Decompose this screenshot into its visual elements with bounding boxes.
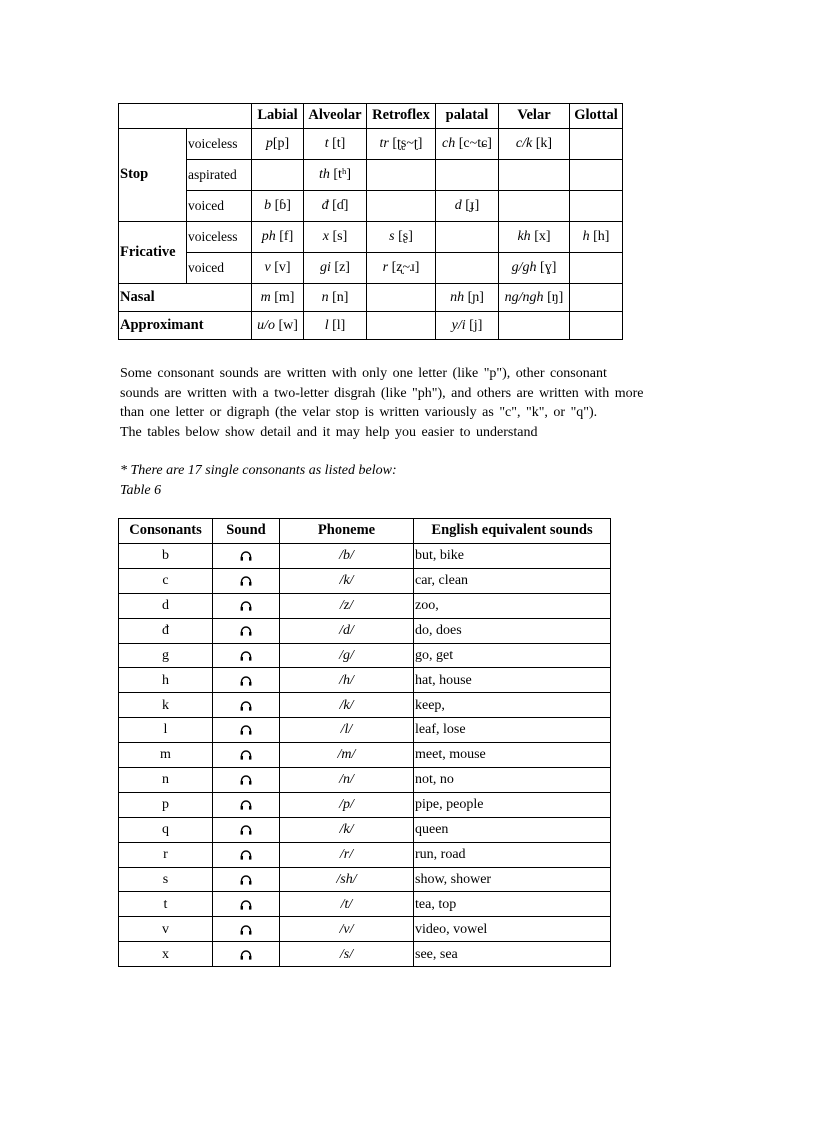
sound-cell[interactable]: [213, 643, 280, 668]
headphone-icon[interactable]: [240, 725, 252, 735]
cell-fricative-voiceless-labial: ph [f]: [252, 222, 304, 253]
consonant-letter: r: [119, 842, 213, 867]
cell-stop-voiceless-retroflex: tr [ʈʂ~ʈ]: [367, 129, 436, 160]
cell-approximant-palatal: y/i [j]: [436, 312, 499, 340]
chart-row-nasal: [119, 284, 623, 312]
sub-label-voiced: voiced: [187, 253, 252, 284]
table-row: [119, 917, 611, 942]
headphone-icon[interactable]: [240, 626, 252, 636]
row-label-nasal: Nasal: [119, 284, 252, 312]
phoneme-cell: /d/: [280, 618, 414, 643]
consonant-letter: t: [119, 892, 213, 917]
headphone-icon[interactable]: [240, 576, 252, 586]
table-row: [119, 718, 611, 743]
table-row: [119, 643, 611, 668]
table-row: [119, 892, 611, 917]
english-equivalent-cell: car, clean: [414, 568, 611, 593]
cell-stop-aspirated-velar: [499, 160, 570, 191]
paragraph-line: Some consonant sounds are written with only one letter (like "p"), other consonant: [120, 366, 607, 381]
english-equivalent-cell: video, vowel: [414, 917, 611, 942]
phoneme-cell: /h/: [280, 668, 414, 693]
consonant-letter: p: [119, 792, 213, 817]
sound-cell[interactable]: [213, 718, 280, 743]
chart-corner: [119, 104, 252, 129]
cell-nasal-glottal: [570, 284, 623, 312]
phoneme-cell: /sh/: [280, 867, 414, 892]
sound-cell[interactable]: [213, 618, 280, 643]
phoneme-cell: /s/: [280, 942, 414, 967]
consonant-letter: g: [119, 643, 213, 668]
table-row: [119, 668, 611, 693]
cell-fricative-voiced-alveolar: gi [z]: [304, 253, 367, 284]
sound-cell[interactable]: [213, 743, 280, 768]
sound-cell[interactable]: [213, 568, 280, 593]
sub-label-voiced: voiced: [187, 191, 252, 222]
headphone-icon[interactable]: [240, 601, 252, 611]
cell-fricative-voiceless-alveolar: x [s]: [304, 222, 367, 253]
cell-stop-voiceless-velar: c/k [k]: [499, 129, 570, 160]
consonant-letter: d: [119, 593, 213, 618]
cell-nasal-retroflex: [367, 284, 436, 312]
row-label-fricative: Fricative: [119, 222, 187, 284]
col-header-palatal: palatal: [436, 104, 499, 129]
table-row: [119, 842, 611, 867]
col-header-labial: Labial: [252, 104, 304, 129]
col-header-velar: Velar: [499, 104, 570, 129]
phoneme-cell: /k/: [280, 817, 414, 842]
headphone-icon[interactable]: [240, 775, 252, 785]
note-line: * There are 17 single consonants as listed below:: [120, 463, 397, 478]
table-row: [119, 768, 611, 793]
english-equivalent-cell: tea, top: [414, 892, 611, 917]
english-equivalent-cell: not, no: [414, 768, 611, 793]
headphone-icon[interactable]: [240, 800, 252, 810]
english-equivalent-cell: but, bike: [414, 544, 611, 569]
consonant-chart: [118, 103, 623, 340]
single-consonants-table: [118, 518, 611, 967]
chart-row-stop-aspirated: [119, 160, 623, 191]
consonant-letter: v: [119, 917, 213, 942]
chart-row-stop-voiceless: [119, 129, 623, 160]
headphone-icon[interactable]: [240, 701, 252, 711]
english-equivalent-cell: go, get: [414, 643, 611, 668]
headphone-icon[interactable]: [240, 750, 252, 760]
sound-cell[interactable]: [213, 917, 280, 942]
phoneme-cell: /g/: [280, 643, 414, 668]
phoneme-cell: /l/: [280, 718, 414, 743]
english-equivalent-cell: queen: [414, 817, 611, 842]
phoneme-cell: /v/: [280, 917, 414, 942]
consonant-letter: n: [119, 768, 213, 793]
cell-nasal-alveolar: n [n]: [304, 284, 367, 312]
header-consonants: Consonants: [119, 519, 213, 544]
chart-row-stop-voiced: [119, 191, 623, 222]
consonant-letter: s: [119, 867, 213, 892]
paragraph-line: than one letter or digraph (the velar stop is written variously as "c", "k", or "q").: [120, 405, 598, 420]
cell-stop-voiced-labial: b [ɓ]: [252, 191, 304, 222]
english-equivalent-cell: leaf, lose: [414, 718, 611, 743]
sound-cell[interactable]: [213, 842, 280, 867]
cell-stop-voiced-velar: [499, 191, 570, 222]
row-label-approximant: Approximant: [119, 312, 252, 340]
table-row: [119, 544, 611, 569]
sub-label-voiceless: voiceless: [187, 129, 252, 160]
headphone-icon[interactable]: [240, 875, 252, 885]
sound-cell[interactable]: [213, 593, 280, 618]
table-row: [119, 743, 611, 768]
cell-approximant-alveolar: l [l]: [304, 312, 367, 340]
sound-cell[interactable]: [213, 668, 280, 693]
chart-header-row: [119, 104, 623, 129]
sub-label-voiceless: voiceless: [187, 222, 252, 253]
table-row: [119, 817, 611, 842]
consonant-letter: k: [119, 693, 213, 718]
col-header-alveolar: Alveolar: [304, 104, 367, 129]
table-row: [119, 792, 611, 817]
phoneme-cell: /t/: [280, 892, 414, 917]
consonant-letter: x: [119, 942, 213, 967]
table-row: [119, 693, 611, 718]
table-row: [119, 593, 611, 618]
english-equivalent-cell: meet, mouse: [414, 743, 611, 768]
sound-cell[interactable]: [213, 892, 280, 917]
cell-fricative-voiced-retroflex: r [ʐ~ɹ]: [367, 253, 436, 284]
cell-stop-voiced-retroflex: [367, 191, 436, 222]
col-header-retroflex: Retroflex: [367, 104, 436, 129]
cell-stop-voiced-palatal: d [ɟ]: [436, 191, 499, 222]
cell-stop-aspirated-retroflex: [367, 160, 436, 191]
phoneme-cell: /b/: [280, 544, 414, 569]
english-equivalent-cell: show, shower: [414, 867, 611, 892]
phoneme-cell: /n/: [280, 768, 414, 793]
cell-fricative-voiceless-glottal: h [h]: [570, 222, 623, 253]
cell-approximant-retroflex: [367, 312, 436, 340]
cell-stop-voiceless-glottal: [570, 129, 623, 160]
cell-nasal-labial: m [m]: [252, 284, 304, 312]
consonant-letter: h: [119, 668, 213, 693]
cell-stop-aspirated-labial: [252, 160, 304, 191]
english-equivalent-cell: keep,: [414, 693, 611, 718]
headphone-icon[interactable]: [240, 900, 252, 910]
consonant-letter: đ: [119, 618, 213, 643]
sub-label-aspirated: aspirated: [187, 160, 252, 191]
cell-approximant-labial: u/o [w]: [252, 312, 304, 340]
cell-nasal-palatal: nh [ɲ]: [436, 284, 499, 312]
sound-cell[interactable]: [213, 867, 280, 892]
consonant-letter: q: [119, 817, 213, 842]
english-equivalent-cell: pipe, people: [414, 792, 611, 817]
consonant-letter: l: [119, 718, 213, 743]
explanation-paragraph: [120, 364, 692, 442]
phoneme-cell: /m/: [280, 743, 414, 768]
sound-cell[interactable]: [213, 544, 280, 569]
chart-row-fricative-voiced: [119, 253, 623, 284]
consonant-letter: c: [119, 568, 213, 593]
cell-fricative-voiceless-palatal: [436, 222, 499, 253]
headphone-icon[interactable]: [240, 676, 252, 686]
table-note: [120, 461, 397, 500]
header-english: English equivalent sounds: [414, 519, 611, 544]
headphone-icon[interactable]: [240, 925, 252, 935]
single-table-body: [119, 544, 611, 967]
headphone-icon[interactable]: [240, 651, 252, 661]
english-equivalent-cell: run, road: [414, 842, 611, 867]
header-sound: Sound: [213, 519, 280, 544]
headphone-icon[interactable]: [240, 850, 252, 860]
cell-fricative-voiceless-retroflex: s [ʂ]: [367, 222, 436, 253]
consonant-letter: m: [119, 743, 213, 768]
phoneme-cell: /k/: [280, 568, 414, 593]
single-table-header-row: [119, 519, 611, 544]
consonant-letter: b: [119, 544, 213, 569]
cell-nasal-velar: ng/ngh [ŋ]: [499, 284, 570, 312]
sound-cell[interactable]: [213, 817, 280, 842]
english-equivalent-cell: see, sea: [414, 942, 611, 967]
sound-cell[interactable]: [213, 942, 280, 967]
phoneme-cell: /z/: [280, 593, 414, 618]
header-phoneme: Phoneme: [280, 519, 414, 544]
table-row: [119, 568, 611, 593]
cell-stop-voiceless-palatal: ch [c~tɕ]: [436, 129, 499, 160]
phoneme-cell: /p/: [280, 792, 414, 817]
cell-fricative-voiced-velar: g/gh [ɣ]: [499, 253, 570, 284]
chart-row-approximant: [119, 312, 623, 340]
paragraph-line: sounds are written with a two-letter disgrah (like "ph"), and others are written with more: [120, 385, 644, 401]
sound-cell[interactable]: [213, 792, 280, 817]
table-row: [119, 867, 611, 892]
table-row: [119, 618, 611, 643]
paragraph-line: The tables below show detail and it may help you easier to understand: [120, 424, 538, 440]
phoneme-cell: /k/: [280, 693, 414, 718]
english-equivalent-cell: zoo,: [414, 593, 611, 618]
english-equivalent-cell: hat, house: [414, 668, 611, 693]
sound-cell[interactable]: [213, 768, 280, 793]
cell-stop-aspirated-glottal: [570, 160, 623, 191]
col-header-glottal: Glottal: [570, 104, 623, 129]
headphone-icon[interactable]: [240, 950, 252, 960]
cell-stop-voiced-glottal: [570, 191, 623, 222]
chart-row-fricative-voiceless: [119, 222, 623, 253]
headphone-icon[interactable]: [240, 825, 252, 835]
cell-stop-voiced-alveolar: đ [ɗ]: [304, 191, 367, 222]
cell-stop-voiceless-labial: p[p]: [252, 129, 304, 160]
cell-fricative-voiced-labial: v [v]: [252, 253, 304, 284]
cell-approximant-velar: [499, 312, 570, 340]
cell-fricative-voiced-glottal: [570, 253, 623, 284]
cell-fricative-voiceless-velar: kh [x]: [499, 222, 570, 253]
cell-fricative-voiced-palatal: [436, 253, 499, 284]
row-label-stop: Stop: [119, 129, 187, 222]
table-row: [119, 942, 611, 967]
phoneme-cell: /r/: [280, 842, 414, 867]
cell-stop-voiceless-alveolar: t [t]: [304, 129, 367, 160]
cell-stop-aspirated-palatal: [436, 160, 499, 191]
sound-cell[interactable]: [213, 693, 280, 718]
cell-stop-aspirated-alveolar: th [tʰ]: [304, 160, 367, 191]
headphone-icon[interactable]: [240, 551, 252, 561]
english-equivalent-cell: do, does: [414, 618, 611, 643]
cell-approximant-glottal: [570, 312, 623, 340]
table-caption: Table 6: [120, 482, 162, 498]
